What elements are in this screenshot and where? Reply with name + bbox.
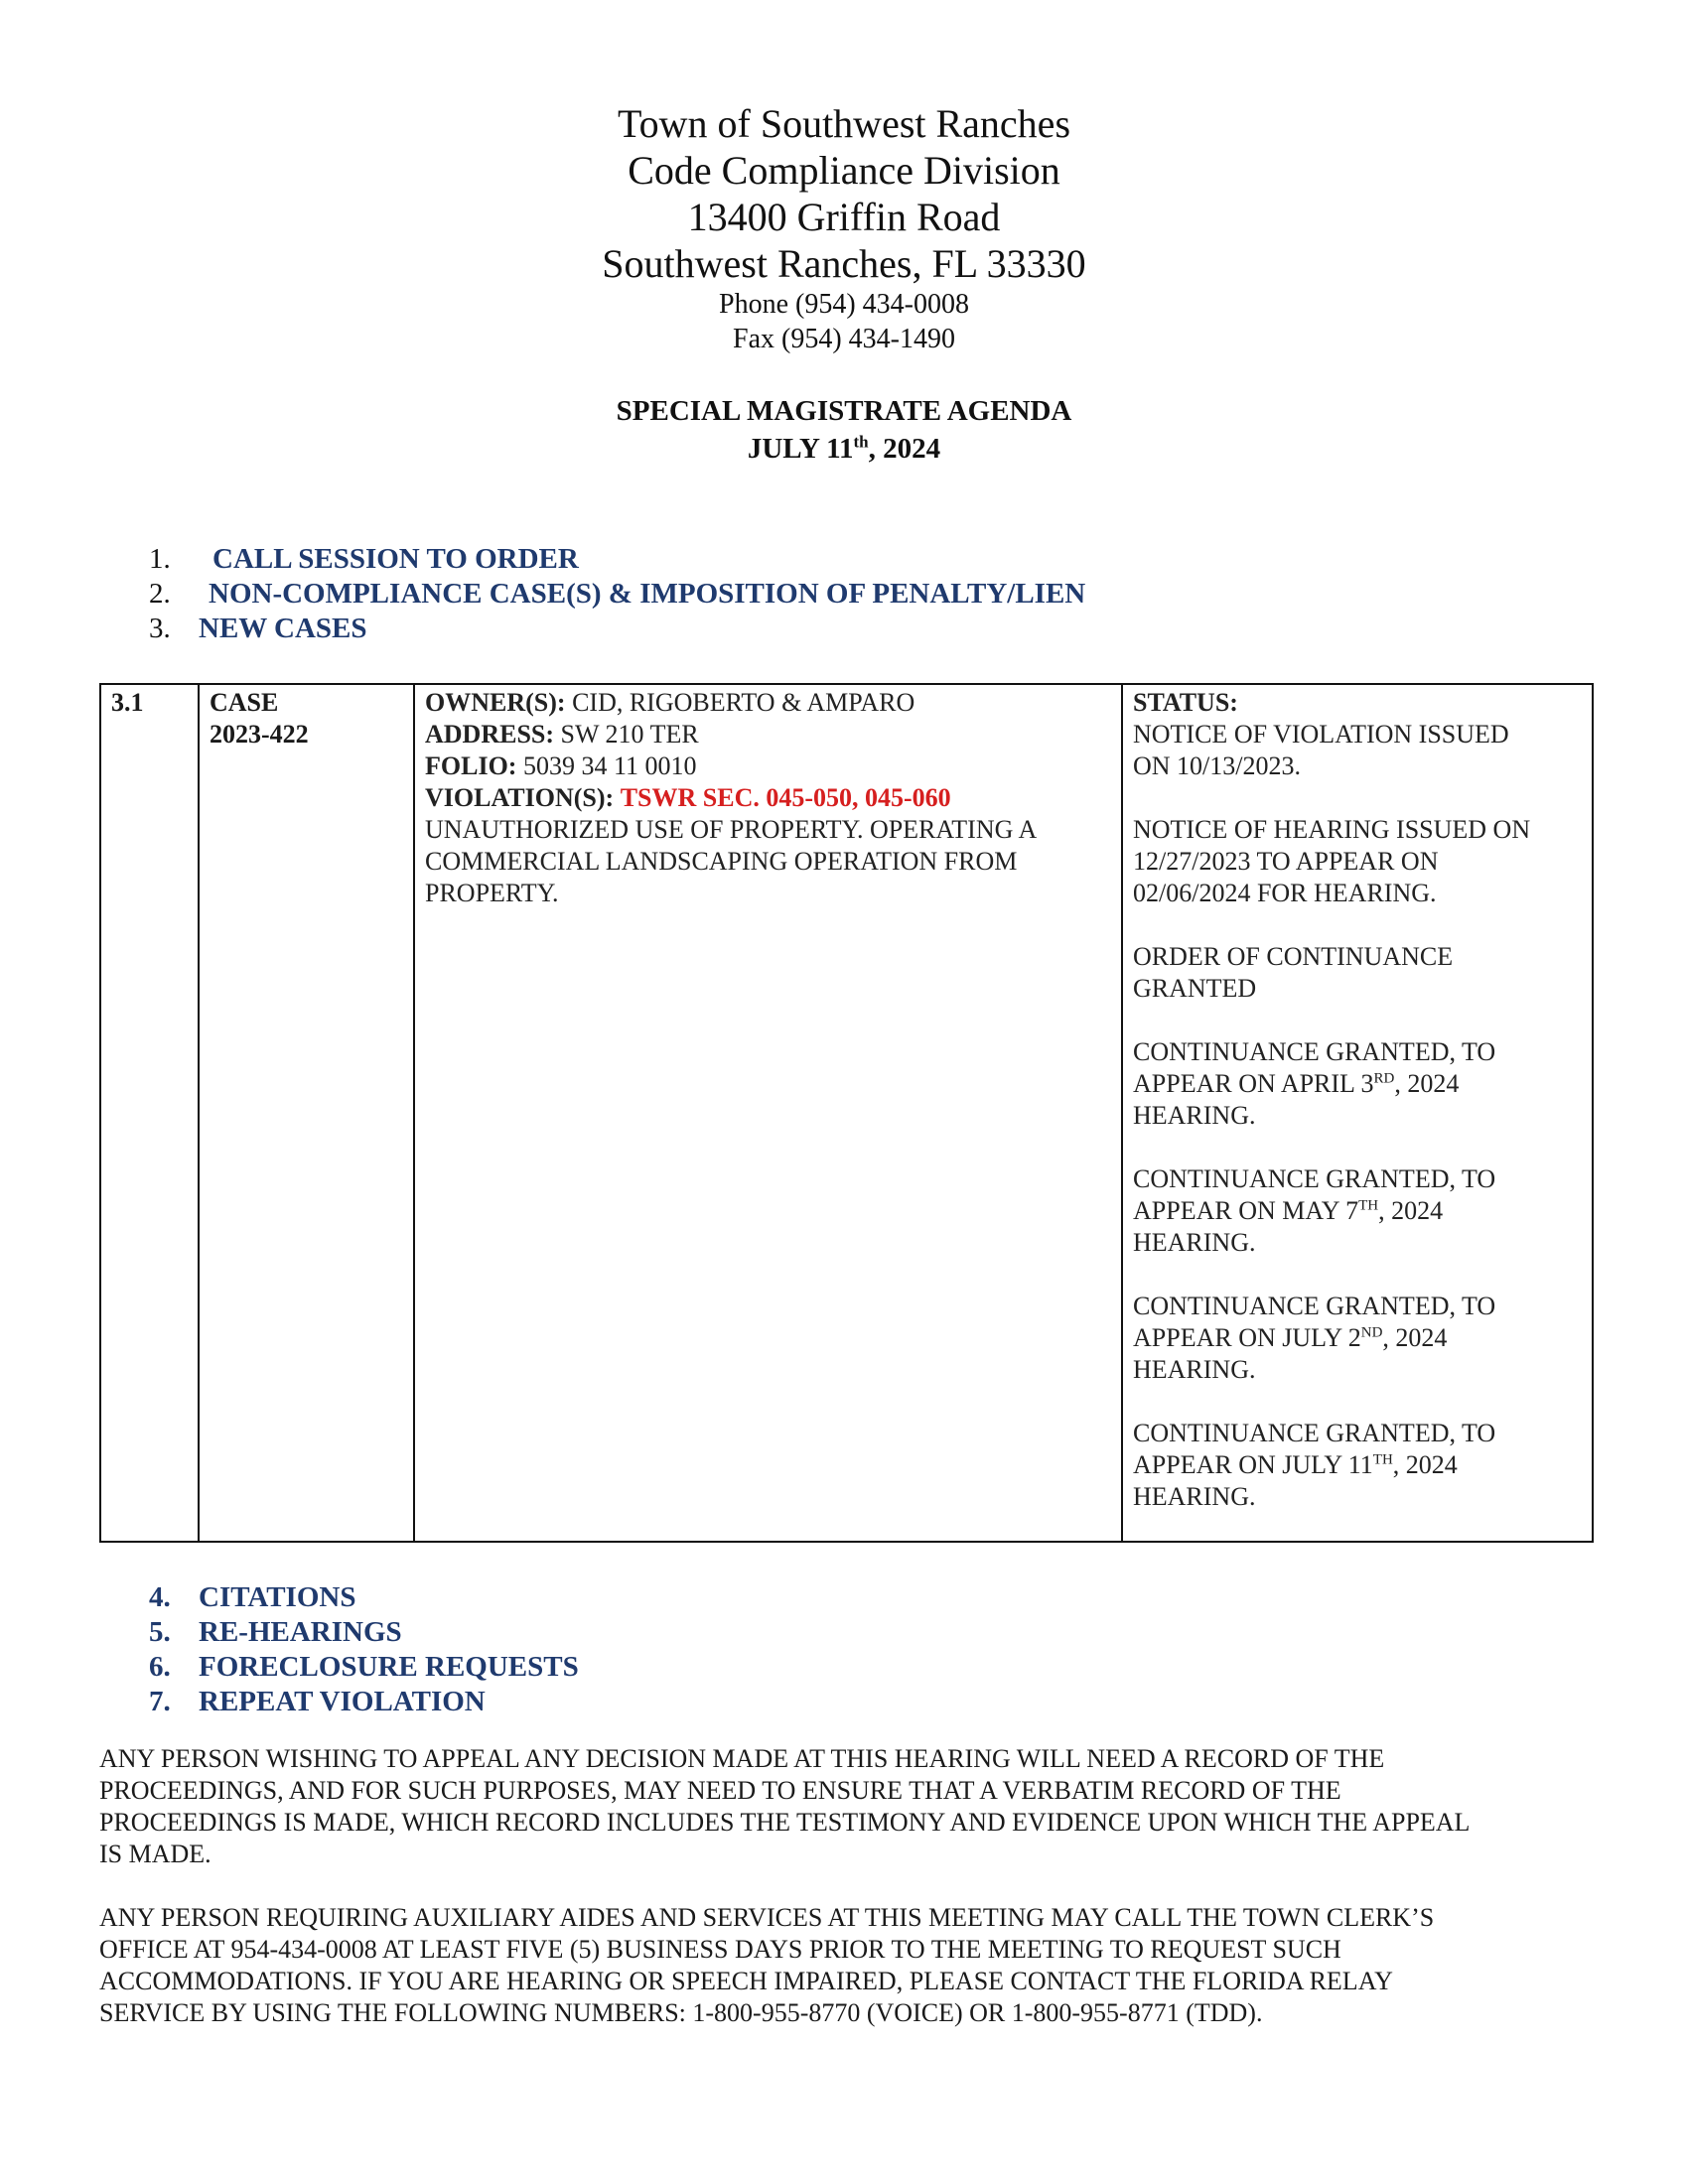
violation-code: TSWR SEC. 045-050, 045-060 — [620, 783, 951, 812]
agenda-item-number: 6. — [149, 1651, 171, 1683]
agenda-item-number: 4. — [149, 1581, 171, 1613]
folio-value: 5039 34 11 0010 — [522, 751, 697, 780]
violation-description-3: PROPERTY. — [425, 879, 559, 907]
case-item-number: 3.1 — [111, 688, 144, 717]
case-status-cell — [1122, 684, 1593, 1542]
agenda-item-number: 5. — [149, 1616, 171, 1648]
fax-number: Fax (954) 434-1490 — [733, 324, 955, 354]
agenda-item-label: CALL SESSION TO ORDER — [212, 543, 579, 575]
case-id: 2023-422 — [210, 720, 309, 749]
status-entry-3: ORDER OF CONTINUANCE GRANTED — [1133, 942, 1454, 1003]
violation-line — [425, 782, 1111, 814]
agenda-title: SPECIAL MAGISTRATE AGENDA — [616, 395, 1072, 427]
owner-label: OWNER(S): — [425, 688, 566, 717]
case-label: CASE — [210, 688, 279, 717]
owner-value: CID, RIGOBERTO & AMPARO — [572, 688, 915, 717]
status-label: STATUS: — [1133, 688, 1238, 717]
case-details-cell — [414, 684, 1122, 1542]
division-name: Code Compliance Division — [628, 148, 1060, 193]
town-name: Town of Southwest Ranches — [617, 101, 1071, 146]
case-id-cell — [199, 684, 414, 1542]
appeal-notice: ANY PERSON WISHING TO APPEAL ANY DECISION MADE AT THIS HEARING WILL NEED A RECORD OF THE PROCEEDINGS, AND FOR SUCH PURPOSES, MAY NEED TO ENSURE THAT A VERBATIM RECORD OF THE PROCEEDINGS IS MADE, WHICH RECORD INCLUDES THE TESTIMONY AND EVIDENCE UPON WHICH THE APPEAL IS MADE. — [99, 1744, 1471, 1868]
status-entry-1: NOTICE OF VIOLATION ISSUED ON 10/13/2023. — [1133, 720, 1509, 780]
status-entry-6: CONTINUANCE GRANTED, TO APPEAR ON JULY 2ND, 2024 HEARING. — [1133, 1292, 1496, 1384]
accessibility-notice: ANY PERSON REQUIRING AUXILIARY AIDES AND SERVICES AT THIS MEETING MAY CALL THE TOWN CLERK’S OFFICE AT 954-434-0008 AT LEAST FIVE (5) BUSINESS DAYS PRIOR TO THE MEETING TO REQUEST SUCH ACCOMMODATIONS. IF YOU ARE HEARING OR SPEECH IMPAIRED, PLEASE CONTACT THE FLORIDA RELAY SERVICE BY USING THE FOLLOWING NUMBERS: 1-800-955-8770 (VOICE) OR 1-800-955-8771 (TDD). — [99, 1903, 1435, 2027]
folio-line — [425, 751, 1111, 782]
agenda-item-number: 1. — [149, 543, 171, 575]
agenda-item-number: 2. — [149, 578, 171, 610]
letterhead — [0, 100, 1688, 356]
violation-description-2: COMMERCIAL LANDSCAPING OPERATION FROM — [425, 847, 1018, 876]
agenda-item-number: 3. — [149, 613, 171, 644]
table-row — [100, 684, 1593, 1542]
status-entry-4: CONTINUANCE GRANTED, TO APPEAR ON APRIL 3RD, 2024 HEARING. — [1133, 1037, 1496, 1130]
address-line — [425, 719, 1111, 751]
case-table — [99, 683, 1594, 1543]
agenda-date: JULY 11th, 2024 — [747, 432, 941, 465]
status-entry-2: NOTICE OF HEARING ISSUED ON 12/27/2023 TO APPEAR ON 02/06/2024 FOR HEARING. — [1133, 815, 1531, 907]
agenda-item-label: FORECLOSURE REQUESTS — [199, 1651, 579, 1683]
owner-line — [425, 687, 1111, 719]
street-address: 13400 Griffin Road — [687, 195, 1001, 239]
status-entry-7: CONTINUANCE GRANTED, TO APPEAR ON JULY 11TH, 2024 HEARING. — [1133, 1419, 1496, 1511]
case-number-cell — [100, 684, 199, 1542]
phone-number: Phone (954) 434-0008 — [719, 289, 969, 320]
agenda-item-number: 7. — [149, 1686, 171, 1717]
agenda-item-label: CITATIONS — [199, 1581, 356, 1613]
folio-label: FOLIO: — [425, 751, 517, 780]
address-value: SW 210 TER — [560, 720, 699, 749]
agenda-item-label: NEW CASES — [199, 613, 367, 644]
address-label: ADDRESS: — [425, 720, 555, 749]
agenda-item-label: REPEAT VIOLATION — [199, 1686, 486, 1717]
agenda-item-label: RE-HEARINGS — [199, 1616, 402, 1648]
agenda-item-label: NON-COMPLIANCE CASE(S) & IMPOSITION OF PENALTY/LIEN — [209, 578, 1086, 610]
status-entry-5: CONTINUANCE GRANTED, TO APPEAR ON MAY 7TH, 2024 HEARING. — [1133, 1164, 1496, 1257]
agenda-title-block — [0, 392, 1688, 468]
city-state-zip: Southwest Ranches, FL 33330 — [602, 241, 1086, 286]
violation-description-1: UNAUTHORIZED USE OF PROPERTY. OPERATING A — [425, 815, 1038, 844]
violation-label: VIOLATION(S): — [425, 783, 615, 812]
